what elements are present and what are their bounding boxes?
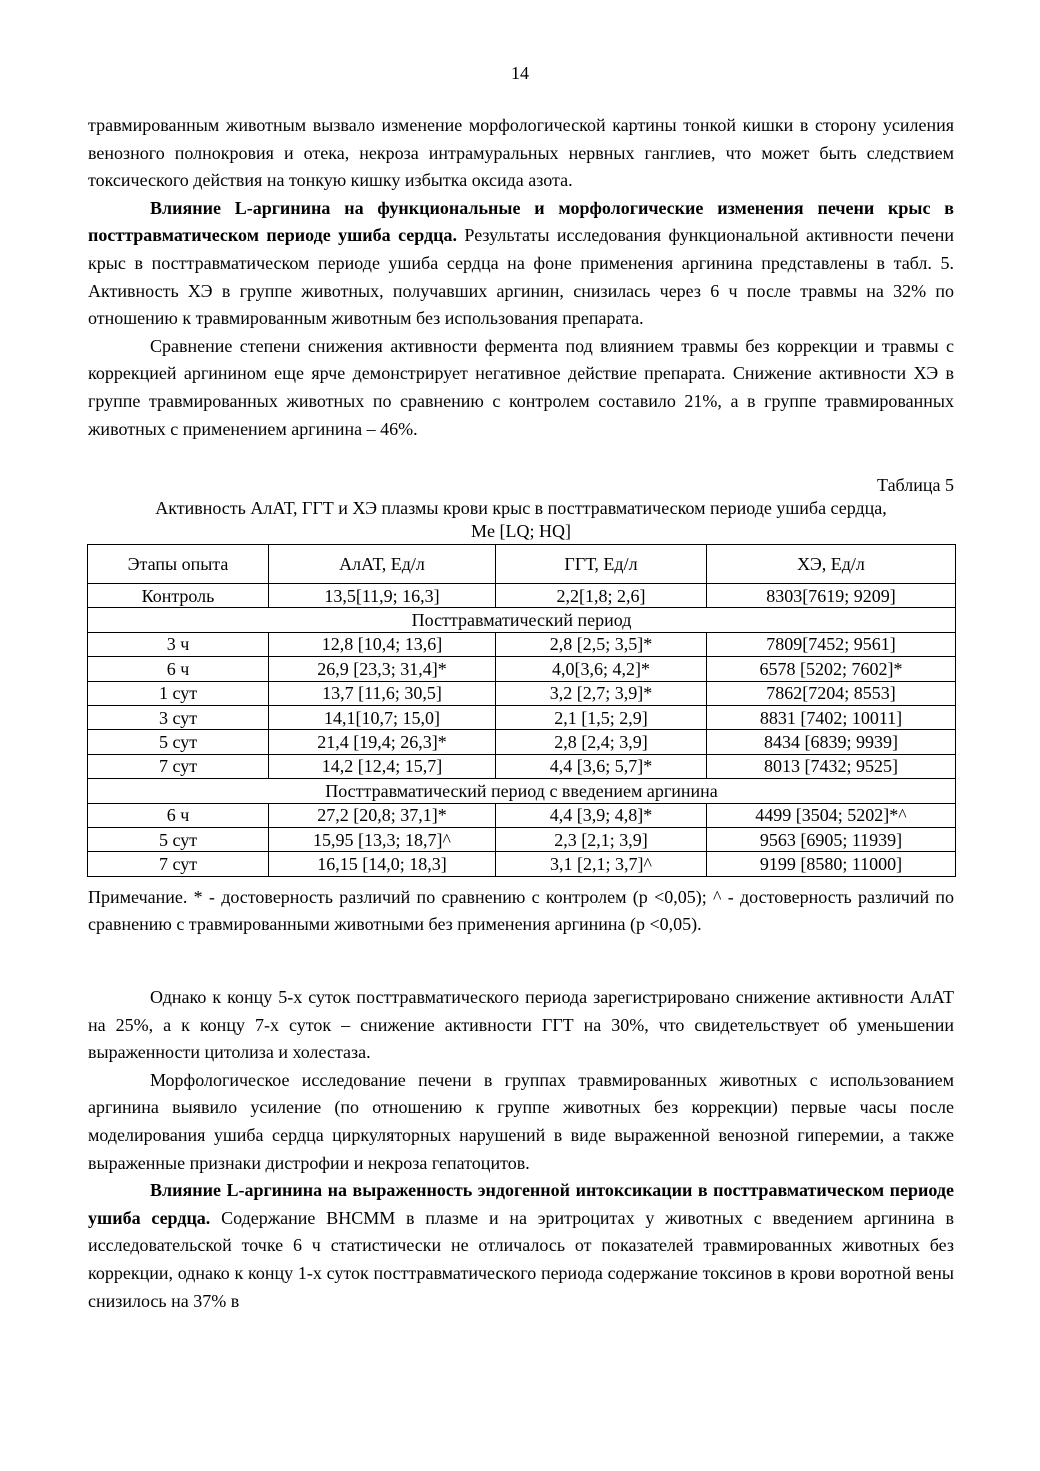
table-cell: 13,7 [11,6; 30,5] xyxy=(269,681,496,705)
table-row xyxy=(88,705,956,729)
table-note: Примечание. * - достоверность различий по сравнению с контролем (р <0,05); ^ - достоверность различий по сравнению с травмированными животными без применения аргинина (р <0,05). xyxy=(88,887,954,934)
paragraph-however: Однако к концу 5-х суток посттравматического периода зарегистрировано снижение активности АлАТ на 25%, а к концу 7-х суток – снижение активности ГГТ на 30%, что свидетельствует об уменьшении выраженности цитолиза и холестаза. xyxy=(88,987,954,1063)
body-text-bottom xyxy=(88,984,954,1315)
header-cell: ХЭ, Ед/л xyxy=(707,545,956,584)
table-cell: 13,5[11,9; 16,3] xyxy=(269,584,496,608)
table-cell: 7862[7204; 8553] xyxy=(707,681,956,705)
table-cell: 26,9 [23,3; 31,4]* xyxy=(269,657,496,681)
table-cell: 5 сут xyxy=(88,730,269,754)
table-cell: 7 сут xyxy=(88,754,269,778)
table-row xyxy=(88,852,956,876)
table-cell: 2,3 [2,1; 3,9] xyxy=(496,827,707,851)
section-text-intoxication: Содержание ВНСММ в плазме и на эритроцитах у животных с введением аргинина в исследовательской точке 6 ч статистически не отличалось от показателей травмированных животных без коррекции, однако к концу 1-х суток посттравматического периода содержание токсинов в крови воротной вены снизилось на 37% в xyxy=(88,1207,954,1311)
table-cell: 2,2[1,8; 2,6] xyxy=(496,584,707,608)
paragraph-comparison: Сравнение степени снижения активности фермента под влиянием травмы без коррекции и травмы с коррекцией аргинином еще ярче демонстрирует негативное действие препарата. Снижение активности ХЭ в группе травмированных животных по сравнению с контролем составило 21%, а в группе травмированных животных с применением аргинина – 46%. xyxy=(88,335,954,439)
paragraph-continuation: травмированным животным вызвало изменение морфологической картины тонкой кишки в сторону усиления венозного полнокровия и отека, некроза интрамуральных нервных ганглиев, что может быть следствием токсического действия на тонкую кишку избытка оксида азота. xyxy=(88,115,954,191)
table-cell: 9563 [6905; 11939] xyxy=(707,827,956,851)
table-cell: 2,8 [2,5; 3,5]* xyxy=(496,632,707,656)
table-cell: 15,95 [13,3; 18,7]^ xyxy=(269,827,496,851)
table-cell: 5 сут xyxy=(88,827,269,851)
table-cell: 2,1 [1,5; 2,9] xyxy=(496,705,707,729)
body-text-top xyxy=(88,112,954,443)
table-cell: 4,0[3,6; 4,2]* xyxy=(496,657,707,681)
section-label-arginine: Посттравматический период с введением аргинина xyxy=(88,779,956,803)
table-cell: 3 ч xyxy=(88,632,269,656)
table-cell: 6578 [5202; 7602]* xyxy=(707,657,956,681)
section-heading-intoxication: Влияние L-аргинина на выраженность эндогенной интоксикации в посттравматическом периоде ушиба сердца. xyxy=(88,1180,954,1228)
header-cell: АлАТ, Ед/л xyxy=(269,545,496,584)
table-cell: 3 сут xyxy=(88,705,269,729)
table-cell: 7 сут xyxy=(88,852,269,876)
section-text-liver: Результаты исследования функциональной активности печени крыс в посттравматическом периоде ушиба сердца на фоне применения аргинина представлены в табл. 5. Активность ХЭ в группе животных, получавших аргинин, снизилась через 6 ч после травмы на 32% по отношению к травмированным животным без использования препарата. xyxy=(88,225,954,329)
section-label-posttraumatic: Посттравматический период xyxy=(88,608,956,632)
table-cell: 8434 [6839; 9939] xyxy=(707,730,956,754)
table-caption xyxy=(88,497,954,543)
section-heading-liver: Влияние L-аргинина на функциональные и морфологические изменения печени крыс в посттравматическом периоде ушиба сердца. xyxy=(88,197,954,246)
table-caption-line2: Me [LQ; HQ] xyxy=(471,521,571,541)
table-cell: 8303[7619; 9209] xyxy=(707,584,956,608)
table-cell: 27,2 [20,8; 37,1]* xyxy=(269,803,496,827)
table-cell: 7809[7452; 9561] xyxy=(707,632,956,656)
paragraph-morphology: Морфологическое исследование печени в группах травмированных животных с использованием аргинина выявило усиление (по отношению к группе животных без коррекции) первые часы после моделирования ушиба сердца циркуляторных нарушений в виде выраженной венозной гиперемии, а также выраженные признаки дистрофии и некроза гепатоцитов. xyxy=(88,1069,954,1173)
table-cell: 8831 [7402; 10011] xyxy=(707,705,956,729)
table-cell: 6 ч xyxy=(88,803,269,827)
table-cell: 16,15 [14,0; 18,3] xyxy=(269,852,496,876)
enzyme-activity-table xyxy=(87,544,956,877)
table-cell: 4,4 [3,9; 4,8]* xyxy=(496,803,707,827)
table-cell: 3,2 [2,7; 3,9]* xyxy=(496,681,707,705)
table-cell: 9199 [8580; 11000] xyxy=(707,852,956,876)
table-section-row xyxy=(88,779,956,803)
table-cell: 6 ч xyxy=(88,657,269,681)
table-label: Таблица 5 xyxy=(877,475,954,495)
table-cell: 14,2 [12,4; 15,7] xyxy=(269,754,496,778)
header-cell: ГГТ, Ед/л xyxy=(496,545,707,584)
header-cell: Этапы опыта xyxy=(88,545,269,584)
table-row xyxy=(88,657,956,681)
paragraph-intoxication-section xyxy=(88,1177,954,1315)
table-cell: 14,1[10,7; 15,0] xyxy=(269,705,496,729)
page-number: 14 xyxy=(511,63,529,83)
table-cell: 2,8 [2,4; 3,9] xyxy=(496,730,707,754)
paragraph-liver-section xyxy=(88,195,954,333)
table-cell: 21,4 [19,4; 26,3]* xyxy=(269,730,496,754)
table-header-row xyxy=(88,545,956,584)
table-cell: 4499 [3504; 5202]*^ xyxy=(707,803,956,827)
table-row xyxy=(88,632,956,656)
table-cell: 12,8 [10,4; 13,6] xyxy=(269,632,496,656)
table-row xyxy=(88,803,956,827)
table-caption-line1: Активность АлАТ, ГГТ и ХЭ плазмы крови крыс в посттравматическом периоде ушиба сердца, xyxy=(155,498,887,518)
table-row xyxy=(88,754,956,778)
table-cell: Контроль xyxy=(88,584,269,608)
table-row xyxy=(88,681,956,705)
table-cell: 8013 [7432; 9525] xyxy=(707,754,956,778)
table-row xyxy=(88,730,956,754)
table-row xyxy=(88,827,956,851)
table-cell: 1 сут xyxy=(88,681,269,705)
table-section-row xyxy=(88,608,956,632)
table-cell: 3,1 [2,1; 3,7]^ xyxy=(496,852,707,876)
table-row-control xyxy=(88,584,956,608)
table-cell: 4,4 [3,6; 5,7]* xyxy=(496,754,707,778)
